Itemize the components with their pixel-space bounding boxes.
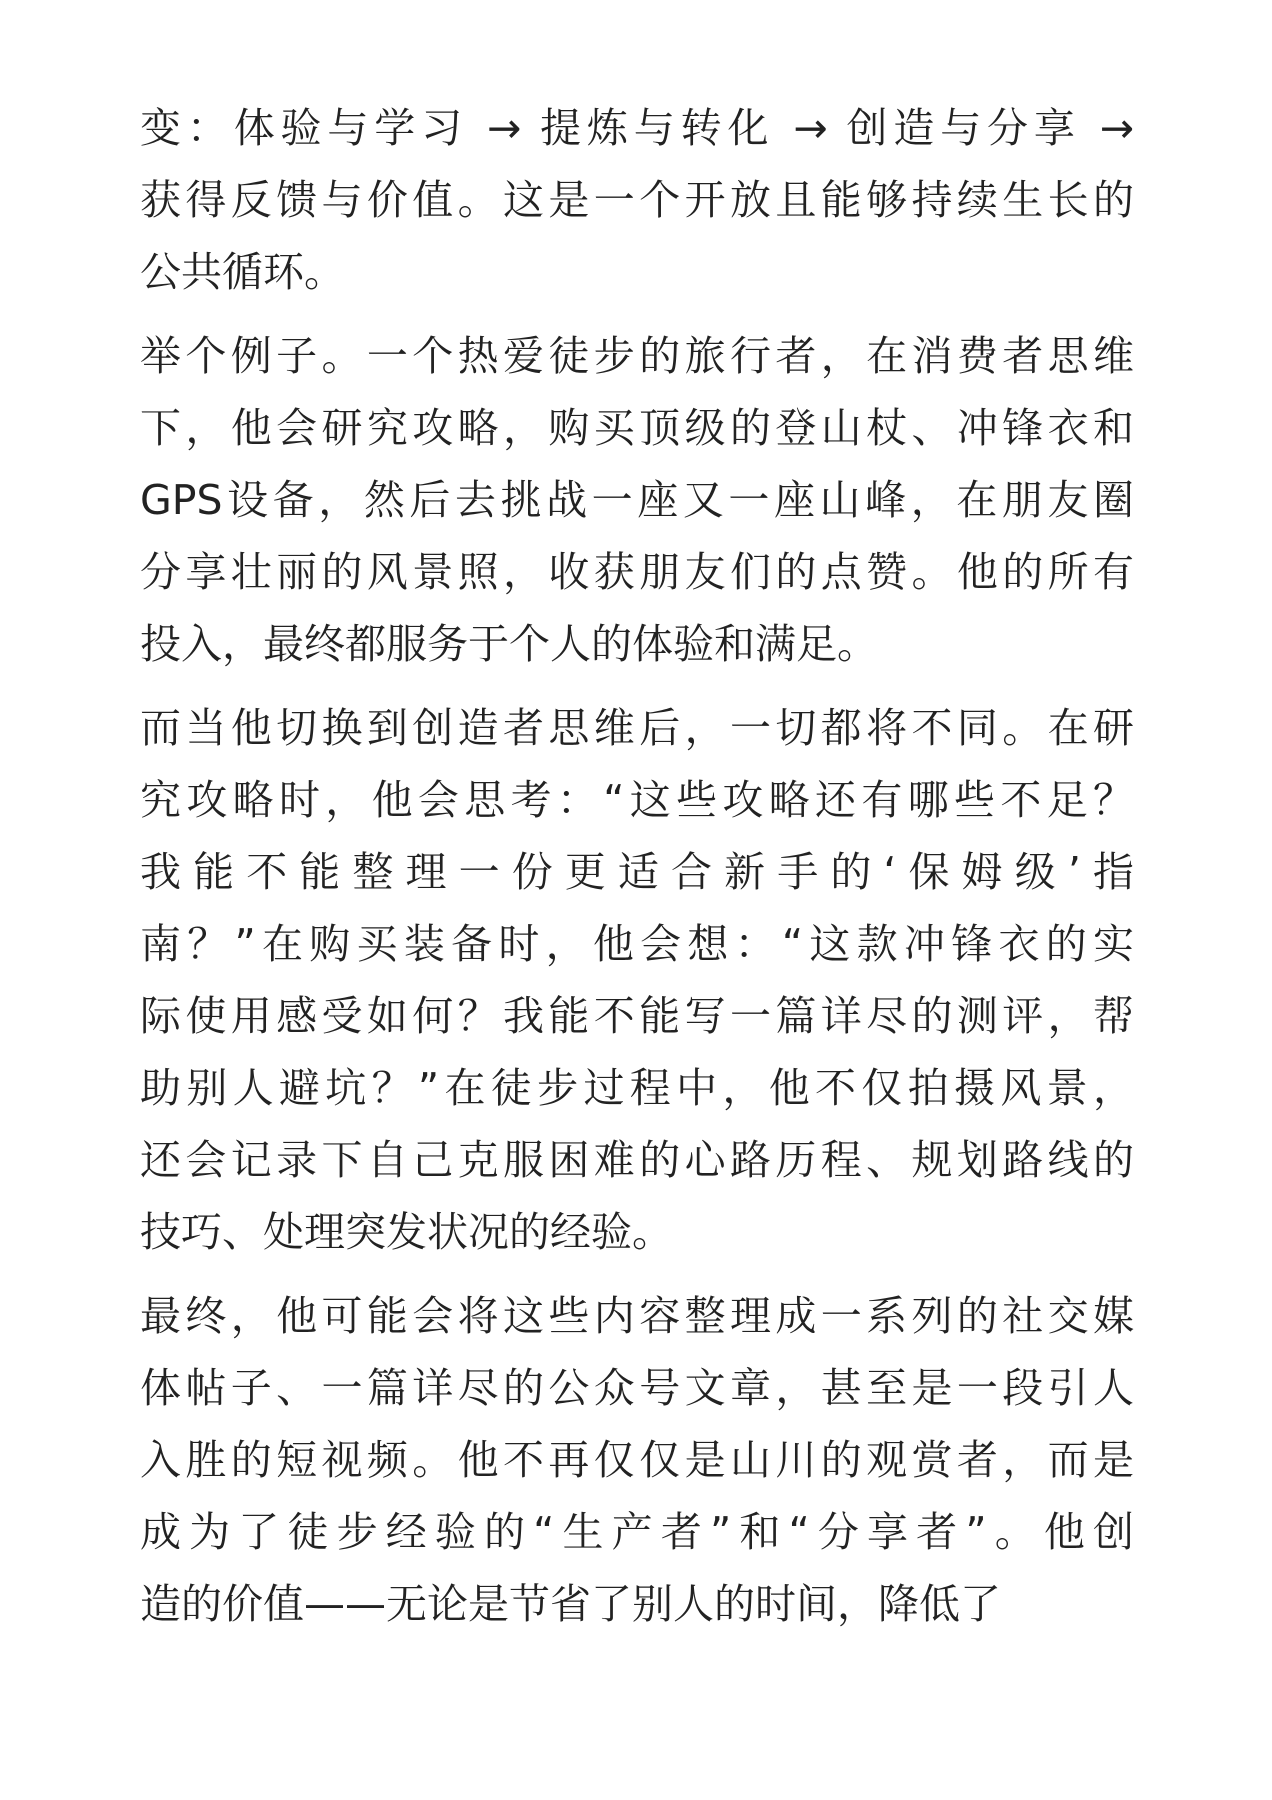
paragraph-cycle (140, 92, 1134, 308)
text-line: 助别人避坑？”在徒步过程中，他不仅拍摄风景， (140, 1064, 1134, 1112)
text-line: 投入，最终都服务于个人的体验和满足。 (140, 620, 878, 668)
text-line: 究攻略时，他会思考：“这些攻略还有哪些不足？ (140, 776, 1134, 824)
text-line: 成为了徒步经验的“生产者”和“分享者”。他创 (140, 1508, 1134, 1556)
text-line: 际使用感受如何？我能不能写一篇详尽的测评，帮 (140, 992, 1134, 1040)
text-line: 还会记录下自己克服困难的心路历程、规划路线的 (140, 1136, 1134, 1184)
text-line: 公共循环。 (140, 248, 345, 296)
text-line: 分享壮丽的风景照，收获朋友们的点赞。他的所有 (140, 548, 1134, 596)
text-line: 入胜的短视频。他不再仅仅是山川的观赏者，而是 (140, 1436, 1134, 1484)
paragraph-outcome (140, 1280, 1134, 1640)
text-line: 南？”在购买装备时，他会想：“这款冲锋衣的实 (140, 920, 1134, 968)
text-line: GPS设备，然后去挑战一座又一座山峰，在朋友圈 (140, 476, 1134, 524)
text-line: 而当他切换到创造者思维后，一切都将不同。在研 (140, 704, 1134, 752)
text-line: 技巧、处理突发状况的经验。 (140, 1208, 673, 1256)
text-line: 造的价值——无论是节省了别人的时间，降低了 (140, 1580, 1001, 1628)
paragraph-consumer-example (140, 320, 1134, 680)
text-line: 体帖子、一篇详尽的公众号文章，甚至是一段引人 (140, 1364, 1134, 1412)
text-line: 变：体验与学习 → 提炼与转化 → 创造与分享 → (140, 104, 1134, 152)
article-body (140, 92, 1134, 1652)
text-line: 下，他会研究攻略，购买顶级的登山杖、冲锋衣和 (140, 404, 1134, 452)
text-line: 获得反馈与价值。这是一个开放且能够持续生长的 (140, 176, 1134, 224)
text-line: 举个例子。一个热爱徒步的旅行者，在消费者思维 (140, 332, 1134, 380)
text-line: 我能不能整理一份更适合新手的‘保姆级’指 (140, 848, 1134, 896)
text-line: 最终，他可能会将这些内容整理成一系列的社交媒 (140, 1292, 1134, 1340)
paragraph-creator-mindset (140, 692, 1134, 1268)
